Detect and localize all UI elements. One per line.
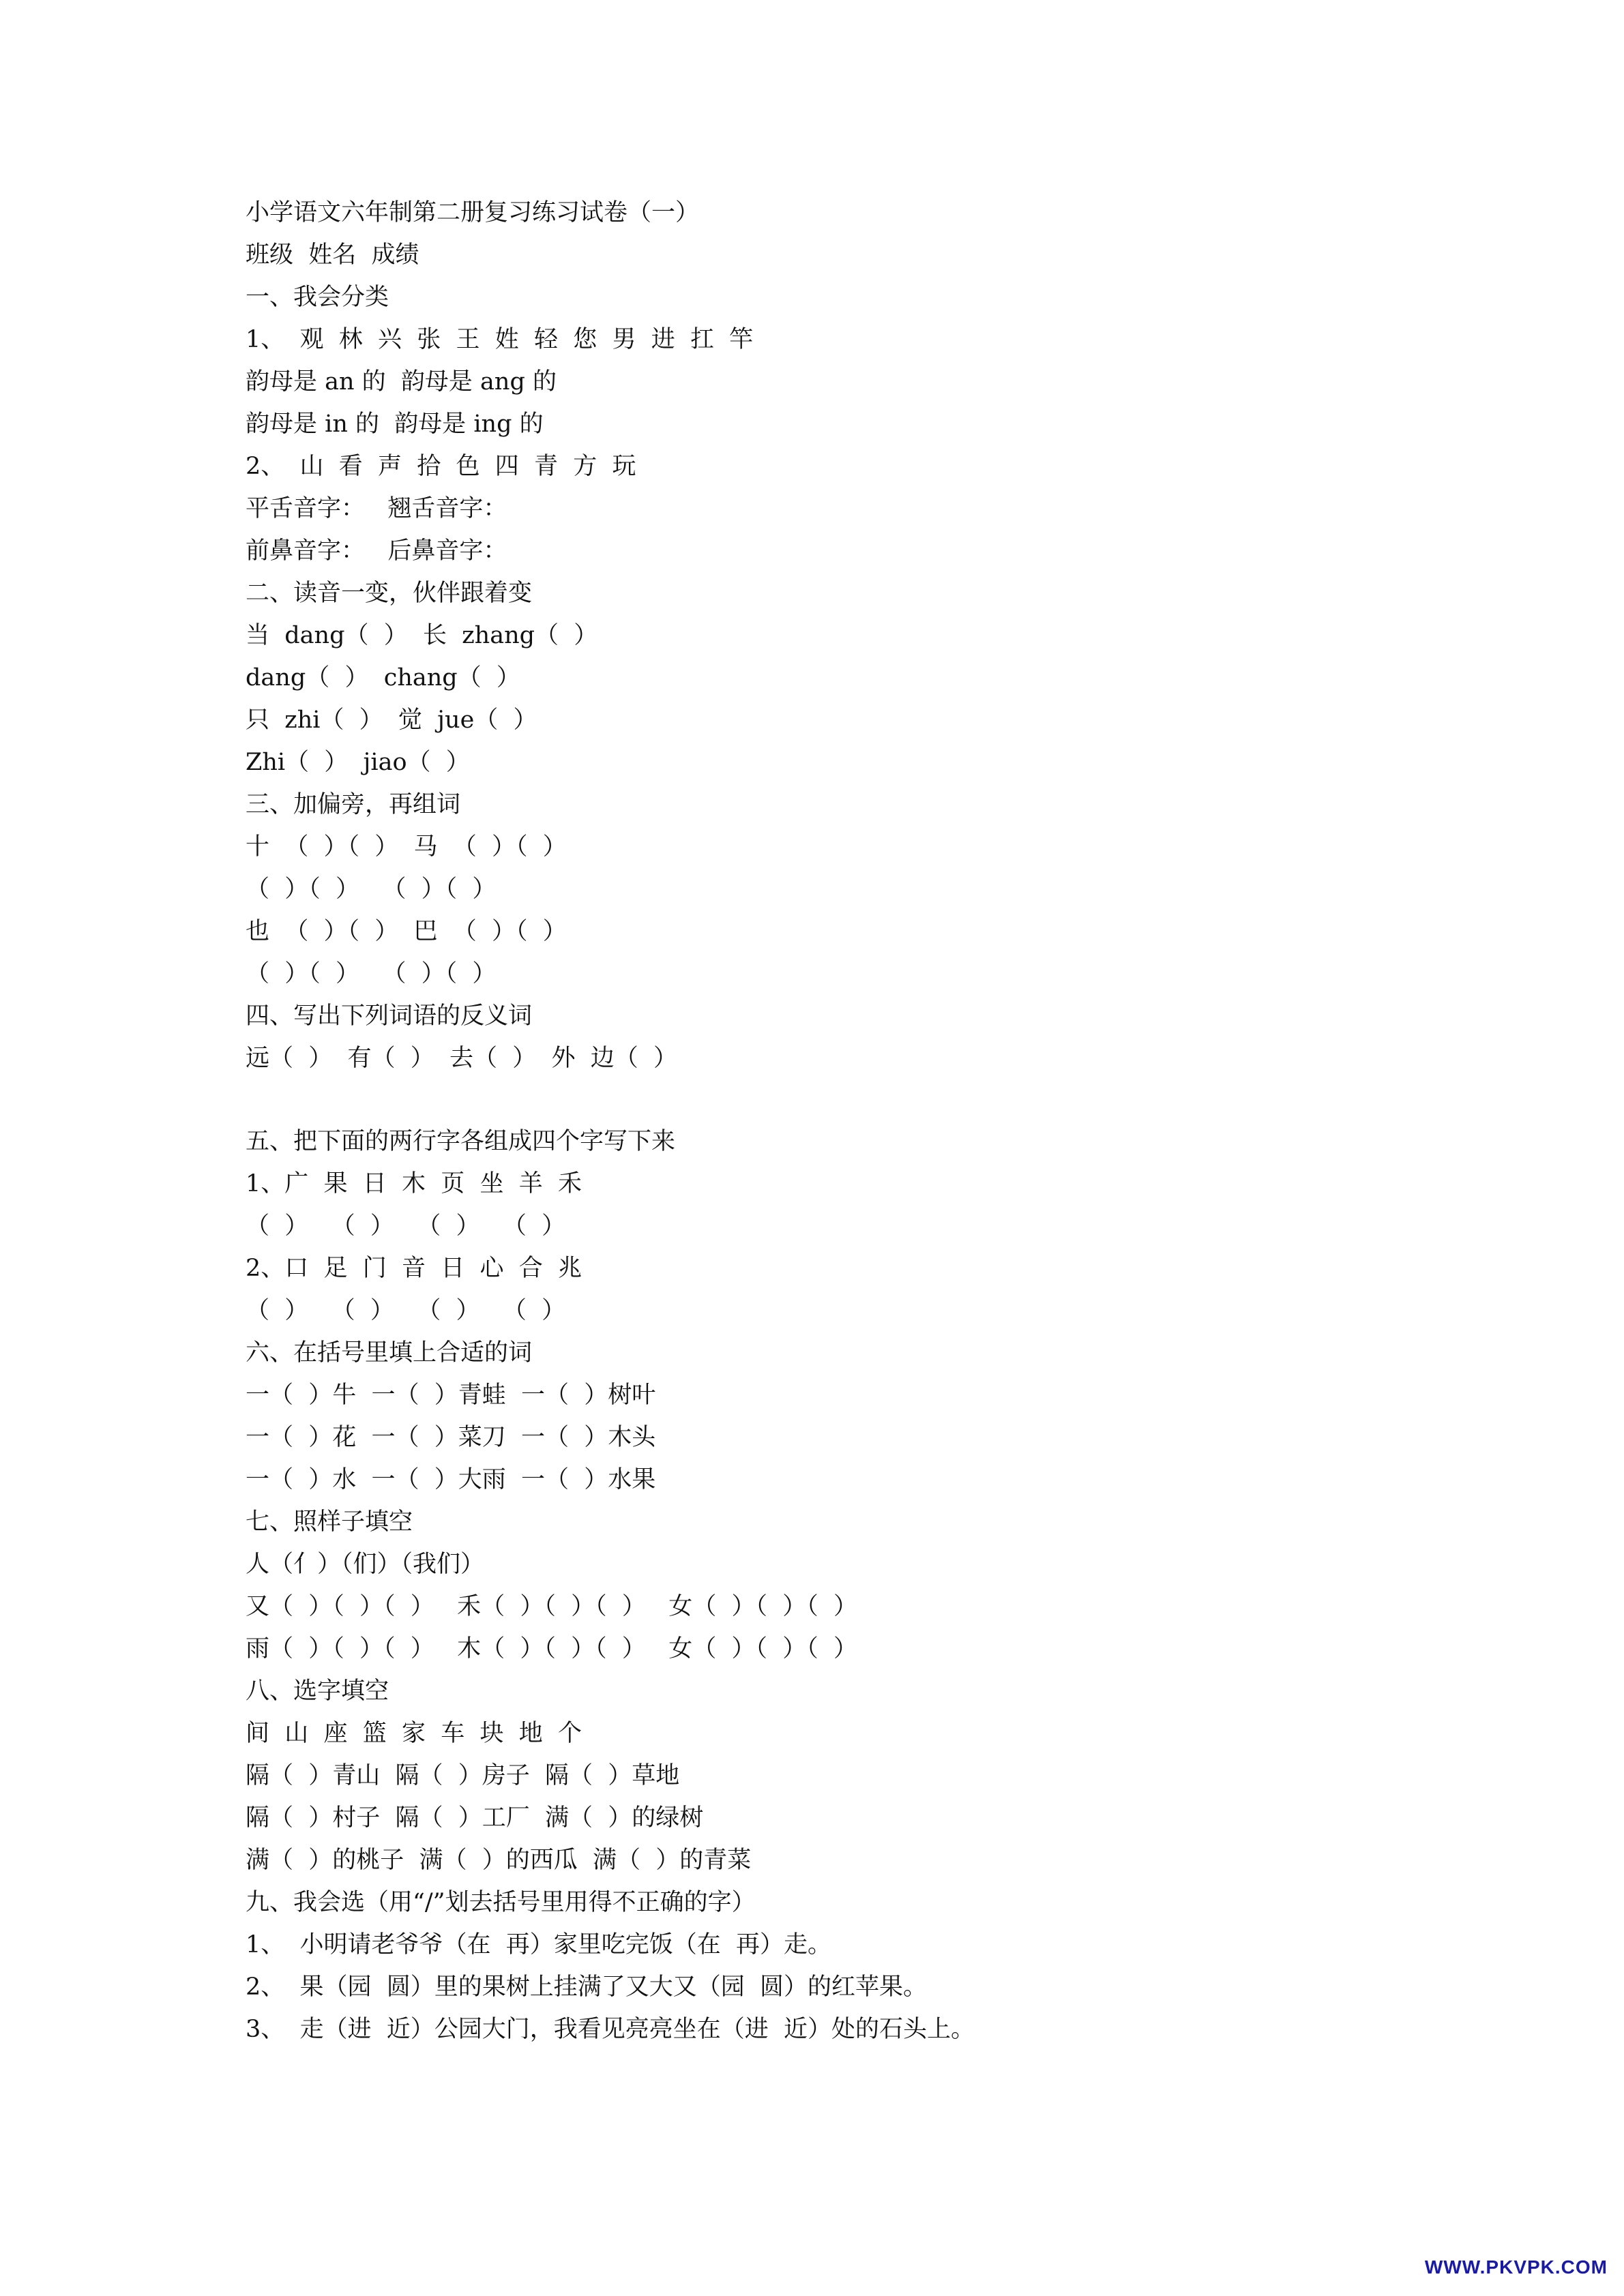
- question-line: 1、广 果 日 木 页 坐 羊 禾: [246, 1170, 582, 1197]
- footer-watermark-link[interactable]: WWW.PKVPK.COM: [1424, 2256, 1608, 2278]
- question-line: 隔（ ）村子 隔（ ）工厂 满（ ）的绿树: [246, 1804, 704, 1832]
- question-line: 也 （ ）（ ） 巴 （ ）（ ）: [246, 918, 567, 945]
- question-line: 2、 山 看 声 拾 色 四 青 方 玩: [246, 453, 636, 480]
- section-heading-7: 七、照样子填空: [246, 1508, 413, 1536]
- question-line: 满（ ）的桃子 满（ ）的西瓜 满（ ）的青菜: [246, 1847, 752, 1874]
- section-heading-2: 二、读音一变，伙伴跟着变: [246, 580, 533, 607]
- question-line: 前鼻音字： 后鼻音字：: [246, 537, 507, 565]
- question-line: 当 dang（ ） 长 zhang（ ）: [246, 622, 598, 649]
- section-heading-8: 八、选字填空: [246, 1678, 389, 1705]
- question-line: 韵母是 in 的 韵母是 ing 的: [246, 411, 544, 438]
- question-line: 韵母是 an 的 韵母是 ang 的: [246, 368, 557, 396]
- student-info-line: 班级 姓名 成绩: [246, 241, 419, 269]
- question-line: 雨（ ）（ ）（ ） 木（ ）（ ）（ ） 女（ ）（ ）（ ）: [246, 1635, 858, 1663]
- question-line: 隔（ ）青山 隔（ ）房子 隔（ ）草地: [246, 1762, 680, 1789]
- question-line: 1、 小明请老爷爷（在 再）家里吃完饭（在 再）走。: [246, 1931, 832, 1958]
- section-heading-3: 三、加偏旁，再组词: [246, 791, 461, 818]
- question-line: 1、 观 林 兴 张 王 姓 轻 您 男 进 扛 竿: [246, 326, 754, 353]
- question-line: 只 zhi（ ） 觉 jue（ ）: [246, 706, 537, 734]
- question-line: 一（ ）水 一（ ）大雨 一（ ）水果: [246, 1466, 656, 1493]
- section-heading-6: 六、在括号里填上合适的词: [246, 1339, 533, 1367]
- question-line: dang（ ） chang（ ）: [246, 664, 520, 691]
- section-heading-4: 四、写出下列词语的反义词: [246, 1002, 533, 1030]
- question-line: 人（亻）（们）（我们）: [246, 1551, 485, 1578]
- question-line: 一（ ）花 一（ ）菜刀 一（ ）木头: [246, 1424, 656, 1451]
- question-line: 远（ ） 有（ ） 去（ ） 外 边（ ）: [246, 1045, 678, 1072]
- question-line: Zhi（ ） jiao（ ）: [246, 749, 470, 776]
- question-line: 3、 走（进 近）公园大门，我看见亮亮坐在（进 近）处的石头上。: [246, 2016, 975, 2043]
- question-line: 十 （ ）（ ） 马 （ ）（ ）: [246, 833, 567, 861]
- question-line: 间 山 座 篮 家 车 块 地 个: [246, 1720, 582, 1747]
- question-line: （ ） （ ） （ ） （ ）: [246, 1297, 566, 1324]
- section-heading-9: 九、我会选（用“/”划去括号里用得不正确的字）: [246, 1889, 756, 1916]
- section-heading-1: 一、我会分类: [246, 284, 389, 311]
- section-heading-5: 五、把下面的两行字各组成四个字写下来: [246, 1128, 676, 1155]
- question-line: 又（ ）（ ）（ ） 禾（ ）（ ）（ ） 女（ ）（ ）（ ）: [246, 1593, 858, 1620]
- question-line: （ ）（ ） （ ）（ ）: [246, 960, 497, 987]
- question-line: 一（ ）牛 一（ ）青蛙 一（ ）树叶: [246, 1382, 656, 1409]
- exam-title: 小学语文六年制第二册复习练习试卷（一）: [246, 199, 700, 226]
- question-line: （ ）（ ） （ ）（ ）: [246, 876, 497, 903]
- question-line: 2、 果（园 圆）里的果树上挂满了又大又（园 圆）的红苹果。: [246, 1973, 928, 2001]
- question-line: 2、口 足 门 音 日 心 合 兆: [246, 1255, 582, 1282]
- question-line: 平舌音字： 翘舌音字：: [246, 495, 507, 522]
- question-line: （ ） （ ） （ ） （ ）: [246, 1212, 566, 1240]
